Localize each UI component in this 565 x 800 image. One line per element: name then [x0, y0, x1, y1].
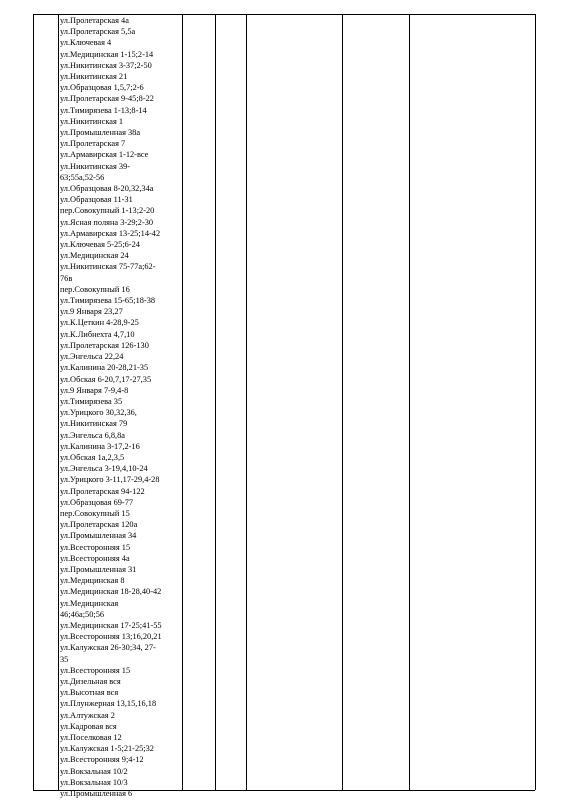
- address-line: ул.Ключевая 5-25;6-24: [60, 240, 140, 250]
- address-line: ул.Пролетарская 9-45;8-22: [60, 94, 154, 104]
- address-line: ул.Армавирская 1-12-все: [60, 150, 149, 160]
- column-divider: [535, 14, 536, 790]
- address-line: ул.Тимирязева 15-65;18-38: [60, 296, 156, 306]
- address-line: ул.Урицкого 3-11,17-29,4-28: [60, 475, 160, 485]
- address-line: ул.Всесторонняя 13;16,20,21: [60, 632, 162, 642]
- address-line: ул.Обская 6-20,7,17-27,35: [60, 374, 152, 384]
- address-line: ул.Энгельса 3-19,4,10-24: [60, 464, 148, 474]
- address-line: ул.Высотная вся: [60, 688, 119, 698]
- address-line: ул.Медицинская 8: [60, 576, 125, 586]
- address-line: ул.Пролетарская 94-122: [60, 486, 145, 496]
- column-divider: [409, 14, 410, 790]
- address-line: ул.Дизельная вся: [60, 676, 121, 686]
- address-line: ул.Промышленная 38а: [60, 128, 141, 138]
- address-line: ул.Кадровая вся: [60, 721, 117, 731]
- column-divider: [215, 14, 216, 790]
- address-line: ул.Пролетарская 126-130: [60, 340, 149, 350]
- address-line: ул.Всесторонняя 15: [60, 542, 131, 552]
- address-line: ул.Обская 1а,2,3,5: [60, 452, 125, 462]
- address-line: ул.Медицинская: [60, 598, 119, 608]
- address-line: ул.Тимирязева 1-13;8-14: [60, 105, 147, 115]
- address-line: ул.Вокзальная 10/2: [60, 766, 128, 776]
- address-line: ул.Тимирязева 35: [60, 396, 123, 406]
- address-line: ул.Калинина 20-28,21-35: [60, 363, 149, 373]
- column-divider: [58, 14, 59, 790]
- column-divider: [342, 14, 343, 790]
- address-line: 46;46а;50;56: [60, 609, 105, 619]
- address-line: ул.Энгельса 6,8,8а: [60, 430, 125, 440]
- address-line: ул.Никитинская 1: [60, 116, 124, 126]
- address-line: пер.Совокупный 16: [60, 284, 130, 294]
- address-line: 63;55а,52-56: [60, 172, 105, 182]
- address-list: [60, 15, 182, 799]
- address-line: ул.Ясная поляна 3-29;2-30: [60, 217, 154, 227]
- address-line: ул.Пролетарская 120а: [60, 520, 138, 530]
- column-divider: [182, 14, 183, 790]
- address-line: пер.Совокупный 1-13;2-20: [60, 206, 155, 216]
- address-line: ул.Никитинская 3-37;2-50: [60, 60, 152, 70]
- address-line: ул.9 Января 23,27: [60, 307, 123, 317]
- address-line: ул.Пролетарская 4а: [60, 16, 129, 25]
- address-line: ул.Образцовая 1,5,7;2-6: [60, 83, 144, 93]
- address-line: ул.Образцовая 69-77: [60, 497, 134, 507]
- address-line: ул.Всесторонняя 4а: [60, 553, 130, 563]
- address-line: ул.Никитинская 75-77а;62-: [60, 262, 156, 272]
- address-line: ул.Пролетарская 7: [60, 139, 126, 149]
- address-line: ул.Всесторонняя 15: [60, 665, 131, 675]
- address-line: ул.Медицинская 1-15;2-14: [60, 49, 154, 59]
- address-line: ул.Калинина 3-17,2-16: [60, 441, 140, 451]
- address-line: ул.Поселковая 12: [60, 733, 122, 742]
- column-divider: [246, 14, 247, 790]
- address-line: ул.Пролетарская 5,5а: [60, 27, 136, 37]
- address-line: ул.Плунжерная 13,15,16,18: [60, 699, 157, 709]
- address-line: ул.Калужская 1-5;21-25;32: [60, 744, 154, 754]
- address-line: ул.Образцовая 8-20,32,34а: [60, 184, 154, 194]
- address-line: ул.К.Либнехта 4,7,10: [60, 329, 135, 339]
- address-line: ул.Армавирская 13-25;14-42: [60, 228, 161, 238]
- address-line: ул.Всесторонняя 9;4-12: [60, 755, 144, 765]
- address-line: ул.Медицинская 17-25;41-55: [60, 620, 162, 630]
- address-line: пер.Совокупный 15: [60, 508, 130, 518]
- address-line: ул.Промышленная 6: [60, 789, 133, 799]
- address-line: ул.Медицинская 18-28,40-42: [60, 587, 162, 597]
- address-line: ул.Медицинская 24: [60, 251, 129, 261]
- address-line: 76в: [60, 273, 73, 283]
- address-line: ул.Никитинская 79: [60, 419, 128, 429]
- address-line: ул.Вокзальная 10/3: [60, 777, 128, 787]
- address-line: ул.Никитинская 21: [60, 72, 128, 82]
- address-line: ул.К.Цеткин 4-28,9-25: [60, 318, 139, 328]
- address-line: ул.Промышленная 34: [60, 531, 137, 541]
- address-line: ул.Алтужская 2: [60, 710, 115, 720]
- address-line: ул.Никитинская 39-: [60, 161, 131, 171]
- address-line: ул.Ключевая 4: [60, 38, 112, 48]
- address-line: ул.9 Января 7-9,4-8: [60, 385, 129, 395]
- address-line: 35: [60, 654, 69, 664]
- address-line: ул.Промышленная 31: [60, 564, 137, 574]
- column-divider: [33, 14, 34, 790]
- address-line: ул.Образцовая 11-31: [60, 195, 133, 205]
- address-line: ул.Урицкого 30,32,36,: [60, 408, 137, 418]
- address-line: ул.Энгельса 22,24: [60, 352, 124, 362]
- address-line: ул.Калужская 26-30;34, 27-: [60, 643, 156, 653]
